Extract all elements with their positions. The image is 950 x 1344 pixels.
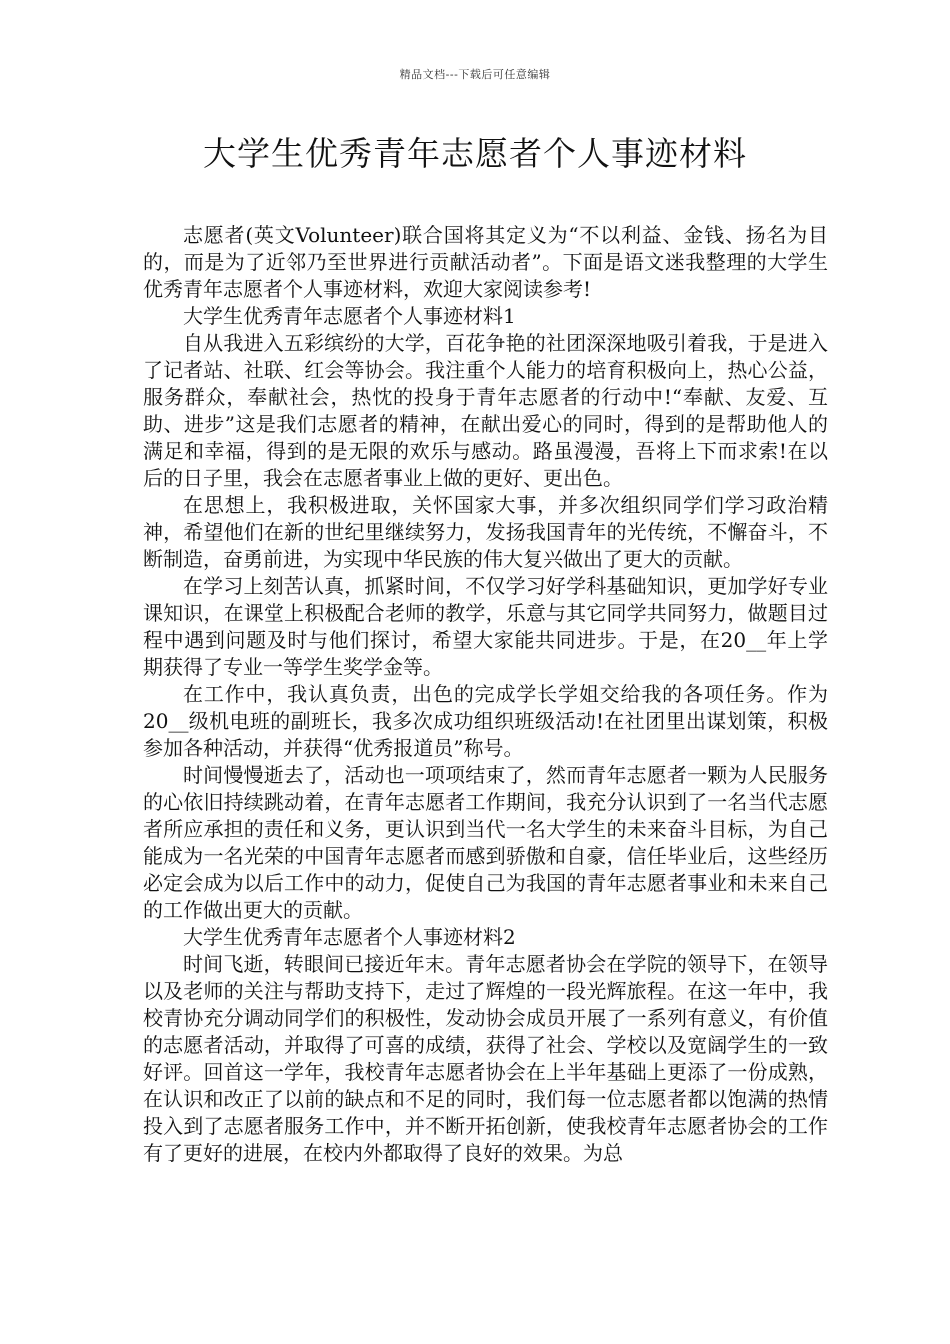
section-heading-1: 大学生优秀青年志愿者个人事迹材料1 [183, 304, 516, 328]
body-paragraph: 在工作中，我认真负责，出色的完成学长学姐交给我的各项任务。作为20__级机电班的副班长，我多次成功组织班级活动!在社团里出谋划策，积极参加各种活动，并获得“优秀报道员”称号。 [143, 682, 828, 760]
body-paragraph: 在学习上刻苦认真，抓紧时间，不仅学习好学科基础知识，更加学好专业课知识，在课堂上积极配合老师的教学，乐意与其它同学共同努力，做题目过程中遇到问题及时与他们探讨，希望大家能共同进步。于是，在20__年上学期获得了专业一等学生奖学金等。 [143, 574, 828, 679]
intro-paragraph: 志愿者(英文Volunteer)联合国将其定义为“不以利益、金钱、扬名为目的，而是为了近邻乃至世界进行贡献活动者”。下面是语文迷我整理的大学生优秀青年志愿者个人事迹材料，欢迎大家阅读参考! [143, 223, 828, 301]
header-note: 精品文档---下载后可任意编辑 [399, 68, 551, 81]
document-body [143, 222, 828, 1167]
body-paragraph: 时间飞逝，转眼间已接近年末。青年志愿者协会在学院的领导下，在领导以及老师的关注与帮助支持下，走过了辉煌的一段光辉旅程。在这一年中，我校青协充分调动同学们的积极性，发动协会成员开展了一系列有意义，有价值的志愿者活动，并取得了可喜的成绩，获得了社会、学校以及宽阔学生的一致好评。回首这一学年，我校青年志愿者协会在上半年基础上更添了一份成熟，在认识和改正了以前的缺点和不足的同时，我们每一位志愿者都以饱满的热情投入到了志愿者服务工作中，并不断开拓创新，使我校青年志愿者协会的工作有了更好的进展，在校内外都取得了良好的效果。为总 [143, 952, 828, 1165]
body-paragraph: 时间慢慢逝去了，活动也一项项结束了，然而青年志愿者一颗为人民服务的心依旧持续跳动着，在青年志愿者工作期间，我充分认识到了一名当代志愿者所应承担的责任和义务，更认识到当代一名大学生的未来奋斗目标，为自己能成为一名光荣的中国青年志愿者而感到骄傲和自豪，信任毕业后，这些经历必定会成为以后工作中的动力，促使自己为我国的青年志愿者事业和未来自己的工作做出更大的贡献。 [143, 763, 828, 922]
document-title: 大学生优秀青年志愿者个人事迹材料 [203, 134, 747, 173]
body-paragraph: 自从我进入五彩缤纷的大学，百花争艳的社团深深地吸引着我，于是进入了记者站、社联、红会等协会。我注重个人能力的培育积极向上，热心公益，服务群众，奉献社会，热忱的投身于青年志愿者的行动中!“奉献、友爱、互助、进步”这是我们志愿者的精神，在献出爱心的同时，得到的是帮助他人的满足和幸福，得到的是无限的欢乐与感动。路虽漫漫，吾将上下而求索!在以后的日子里，我会在志愿者事业上做的更好、更出色。 [143, 331, 828, 490]
section-heading-2: 大学生优秀青年志愿者个人事迹材料2 [183, 925, 516, 949]
body-paragraph: 在思想上，我积极进取，关怀国家大事，并多次组织同学们学习政治精神，希望他们在新的世纪里继续努力，发扬我国青年的光传统，不懈奋斗，不断制造，奋勇前进，为实现中华民族的伟大复兴做出了更大的贡献。 [143, 493, 828, 571]
